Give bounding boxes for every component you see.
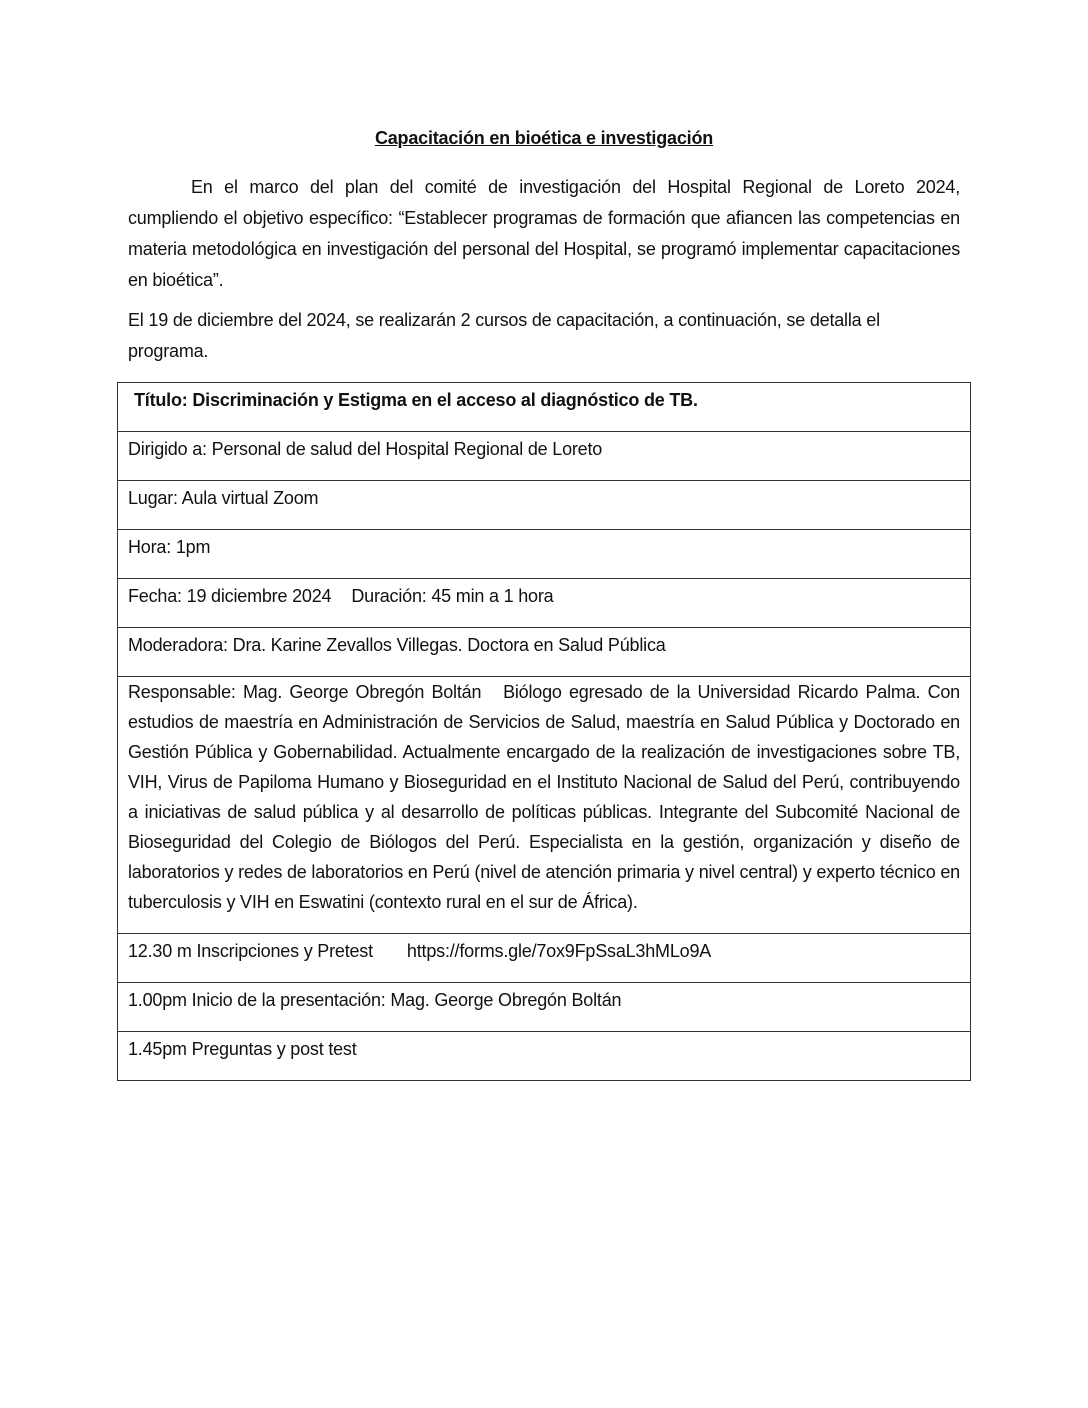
audience-cell: Dirigido a: Personal de salud del Hospital Regional de Loreto — [118, 432, 971, 481]
intro-paragraph: En el marco del plan del comité de investigación del Hospital Regional de Loreto 2024, cumpliendo el objetivo específico: “Establecer programas de formación que afiancen las competencias en materia metodológica en investigación del personal del Hospital, se programó implementar capacitaciones en bioética”. — [128, 177, 960, 290]
location-cell: Lugar: Aula virtual Zoom — [118, 481, 971, 530]
date-duration-cell — [118, 579, 971, 628]
table-row — [118, 383, 971, 432]
schedule-registration-cell — [118, 934, 971, 983]
table-row — [118, 1032, 971, 1081]
speaker-bio-cell: Responsable: Mag. George Obregón Boltán Biólogo egresado de la Universidad Ricardo Palma. Con estudios de maestría en Administración de Servicios de Salud, maestría en Salud Pública y Doctorado en Gestión Pública y Gobernabilidad. Actualmente encargado de la realización de investigaciones sobre TB, VIH, Virus de Papiloma Humano y Bioseguridad en el Instituto Nacional de Salud del Perú, contribuyendo a iniciativas de salud pública y al desarrollo de políticas públicas. Integrante del Subcomité Nacional de Bioseguridad del Colegio de Biólogos del Perú. Especialista en la gestión, organización y diseño de laboratorios y redes de laboratorios en Perú (nivel de atención primaria y nivel central) y experto técnico en tuberculosis y VIH en Eswatini (contexto rural en el sur de África). — [118, 677, 971, 934]
schedule-questions-cell: 1.45pm Preguntas y post test — [118, 1032, 971, 1081]
table-row — [118, 530, 971, 579]
table-row — [118, 432, 971, 481]
document-title: Capacitación en bioética e investigación — [374, 128, 714, 148]
table-row — [118, 579, 971, 628]
registration-form-link[interactable]: https://forms.gle/7ox9FpSsaL3hMLo9A — [406, 941, 712, 961]
table-row — [118, 628, 971, 677]
table-row — [118, 934, 971, 983]
schedule-intro-paragraph: El 19 de diciembre del 2024, se realizarán 2 cursos de capacitación, a continuación, se detalla el programa. — [128, 310, 880, 361]
course-title-cell: Título: Discriminación y Estigma en el acceso al diagnóstico de TB. — [118, 383, 971, 432]
table-row — [118, 677, 971, 934]
moderator-cell: Moderadora: Dra. Karine Zevallos Villegas. Doctora en Salud Pública — [118, 628, 971, 677]
registration-text: 12.30 m Inscripciones y Pretest — [128, 941, 373, 961]
program-table — [117, 382, 971, 1081]
schedule-presentation-cell: 1.00pm Inicio de la presentación: Mag. George Obregón Boltán — [118, 983, 971, 1032]
time-cell: Hora: 1pm — [118, 530, 971, 579]
table-row — [118, 983, 971, 1032]
date-text: Fecha: 19 diciembre 2024 — [128, 586, 332, 606]
table-row — [118, 481, 971, 530]
duration-text: Duración: 45 min a 1 hora — [351, 586, 554, 606]
